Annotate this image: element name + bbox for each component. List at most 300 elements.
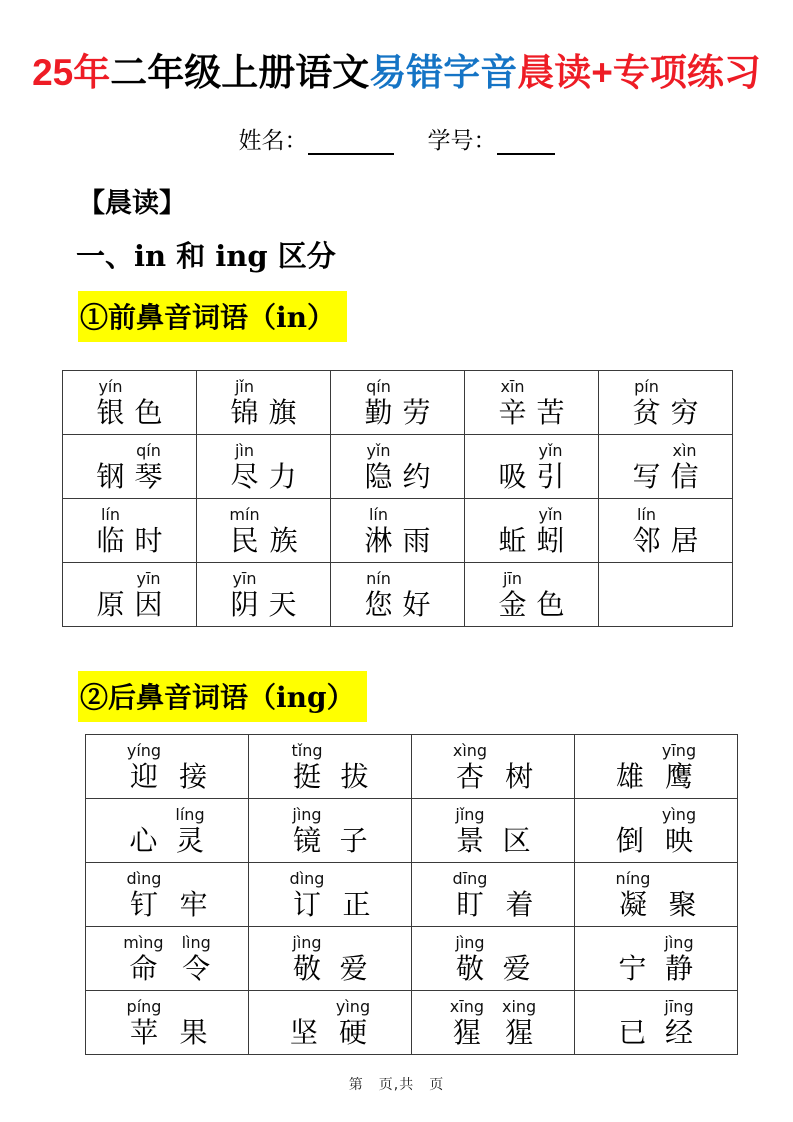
pinyin-label: yìng [661,804,697,824]
char-with-pinyin [616,741,644,793]
subheading-back-nasal: ②后鼻音词语（ing） [78,671,367,722]
table-row [86,735,738,799]
hanzi-character: 金 [498,587,527,621]
pinyin-label: jìng [292,932,322,952]
pinyin-label: yīn [136,568,161,588]
word-cell [63,563,197,627]
pinyin-label: lín [368,504,388,524]
pinyin-label: yín [98,376,123,396]
char-with-pinyin [537,441,565,493]
hanzi-character: 接 [179,759,208,793]
pinyin-label: jìng [664,932,694,952]
pinyin-label: qín [136,440,161,460]
char-with-pinyin [498,377,526,429]
table-row [86,799,738,863]
hanzi-character: 辛 [498,395,527,429]
hanzi-character: 鹰 [664,759,693,793]
hanzi-character: 钉 [129,887,158,921]
char-with-pinyin [230,441,258,493]
pinyin-label: xìng [452,740,488,760]
word-cell [331,563,465,627]
pinyin-label [340,933,368,952]
pinyin-label: jīng [664,996,694,1016]
word-cell [412,735,575,799]
hanzi-character: 子 [339,823,368,857]
hanzi-character: 天 [268,587,297,621]
pinyin-label [135,377,163,396]
char-with-pinyin [340,933,368,985]
pinyin-label: xing [502,996,537,1016]
char-with-pinyin [179,869,207,921]
student-id-blank [497,129,555,155]
table-back-nasal-words [85,734,738,1055]
word-cell [575,863,738,927]
hanzi-character: 蚯 [498,523,527,557]
hanzi-character: 引 [536,459,565,493]
pinyin-label: nín [366,568,391,588]
char-with-pinyin [450,997,484,1049]
char-with-pinyin [502,997,536,1049]
pinyin-label [340,805,368,824]
student-id-label: 学号： [427,128,497,154]
char-with-pinyin [403,377,431,429]
hanzi-character: 临 [96,523,125,557]
char-with-pinyin [135,569,163,621]
hanzi-character: 倒 [615,823,644,857]
word-cell [197,371,331,435]
pinyin-label: yíng [126,740,162,760]
char-with-pinyin [127,997,162,1049]
char-with-pinyin [537,569,565,621]
char-with-pinyin [503,933,531,985]
pinyin-label: xìn [672,440,697,460]
hanzi-character: 心 [129,823,158,857]
pinyin-label [537,569,565,588]
pinyin-label [270,505,298,524]
char-with-pinyin [616,805,644,857]
pinyin-label: yǐn [538,440,563,460]
pinyin-label: xīng [449,996,484,1016]
char-with-pinyin [671,441,699,493]
title-segment: 25年 [32,52,111,93]
hanzi-character: 钢 [96,459,125,493]
hanzi-character: 拔 [340,759,369,793]
pinyin-label [616,805,644,824]
pinyin-label: jìn [234,440,254,460]
pinyin-label [671,377,699,396]
pinyin-label: yǐn [538,504,563,524]
hanzi-character: 您 [364,587,393,621]
char-with-pinyin [96,569,124,621]
char-with-pinyin [290,997,318,1049]
word-cell [575,799,738,863]
pinyin-label [403,505,431,524]
word-cell [86,991,249,1055]
pinyin-label [537,377,565,396]
hanzi-character: 写 [632,459,661,493]
hanzi-character: 牢 [179,887,208,921]
word-cell [331,499,465,563]
char-with-pinyin [342,869,370,921]
word-cell [599,371,733,435]
char-with-pinyin [662,741,696,793]
word-cell [86,735,249,799]
hanzi-character: 区 [502,823,531,857]
name-blank [308,129,394,155]
heading-in-vs-ing: 一、in 和 ing 区分 [76,239,336,273]
hanzi-character: 宁 [618,951,647,985]
char-with-pinyin [364,441,392,493]
hanzi-character: 猩 [452,1015,481,1049]
hanzi-character: 映 [664,823,693,857]
hanzi-character: 力 [268,459,297,493]
hanzi-character: 信 [670,459,699,493]
word-cell [575,991,738,1055]
pinyin-label [668,869,696,888]
hanzi-character: 隐 [364,459,393,493]
hanzi-character: 硬 [338,1015,367,1049]
hanzi-character: 已 [618,1015,647,1049]
char-with-pinyin [291,741,322,793]
pinyin-label: jìng [292,804,322,824]
word-cell [63,435,197,499]
word-cell [249,799,412,863]
table-front-nasal-words [62,370,733,627]
word-cell [599,435,733,499]
hanzi-character: 猩 [505,1015,534,1049]
page-footer: 第 页,共 页 [348,1077,445,1093]
word-cell [249,927,412,991]
hanzi-character: 尽 [230,459,259,493]
word-cell [86,863,249,927]
table-row [86,863,738,927]
hanzi-character: 勤 [364,395,393,429]
word-cell [86,927,249,991]
char-with-pinyin [537,505,565,557]
char-with-pinyin [632,505,660,557]
pinyin-label [505,741,533,760]
pinyin-label [96,569,124,588]
pinyin-label [618,933,646,952]
page-title [30,50,763,96]
char-with-pinyin [96,441,124,493]
pinyin-label [403,569,431,588]
char-with-pinyin [537,377,565,429]
title-segment: 易错字音 [369,52,518,93]
hanzi-character: 敬 [292,951,321,985]
word-cell [465,563,599,627]
pinyin-label: yǐn [366,440,391,460]
pinyin-label [96,441,124,460]
char-with-pinyin [671,377,699,429]
pinyin-label [498,505,526,524]
char-with-pinyin [498,569,526,621]
char-with-pinyin [336,997,370,1049]
char-with-pinyin [618,933,646,985]
hanzi-character: 令 [182,951,211,985]
hanzi-character: 静 [664,951,693,985]
char-with-pinyin [230,569,258,621]
word-cell [249,991,412,1055]
pinyin-label [403,377,431,396]
char-with-pinyin [664,933,693,985]
pinyin-label: jīn [502,568,522,588]
char-with-pinyin [498,441,526,493]
pinyin-label [503,933,531,952]
char-with-pinyin [270,505,298,557]
word-cell [331,371,465,435]
pinyin-label [671,505,699,524]
pinyin-label: yīng [661,740,697,760]
char-with-pinyin [123,933,163,985]
char-with-pinyin [662,805,696,857]
word-cell [412,927,575,991]
word-cell [412,863,575,927]
word-cell [249,735,412,799]
word-cell [197,563,331,627]
hanzi-character: 敬 [455,951,484,985]
pinyin-label: lín [100,504,120,524]
hanzi-character: 苦 [536,395,565,429]
pinyin-label: mìng [123,932,164,952]
pinyin-label: dīng [452,868,488,888]
table-row [86,927,738,991]
pinyin-label [618,997,646,1016]
hanzi-character: 爱 [339,951,368,985]
hanzi-character: 命 [129,951,158,985]
pinyin-label: líng [175,804,205,824]
hanzi-character: 贫 [632,395,661,429]
word-cell [599,563,733,627]
char-with-pinyin [96,505,124,557]
pinyin-label [498,441,526,460]
pinyin-label [269,441,297,460]
char-with-pinyin [668,869,696,921]
char-with-pinyin [127,741,161,793]
pinyin-label: dìng [126,868,162,888]
word-cell [63,371,197,435]
word-cell [197,435,331,499]
hanzi-character: 迎 [129,759,158,793]
pinyin-label: yìng [335,996,371,1016]
pinyin-label [290,997,318,1016]
name-label: 姓名： [238,128,308,154]
pinyin-label [269,569,297,588]
word-cell [465,435,599,499]
hanzi-character: 淋 [364,523,393,557]
hanzi-character: 约 [402,459,431,493]
hanzi-character: 色 [134,395,163,429]
pinyin-label [129,805,157,824]
char-with-pinyin [269,441,297,493]
char-with-pinyin [179,741,207,793]
pinyin-label [403,441,431,460]
pinyin-label: lín [636,504,656,524]
hanzi-character: 穷 [670,395,699,429]
char-with-pinyin [455,805,484,857]
hanzi-character: 邻 [632,523,661,557]
pinyin-label: níng [615,868,651,888]
hanzi-character: 琴 [134,459,163,493]
pinyin-label [505,869,533,888]
char-with-pinyin [618,997,646,1049]
hanzi-character: 雨 [402,523,431,557]
hanzi-character: 镜 [292,823,321,857]
title-segment: 二年级上册语文 [110,52,370,93]
char-with-pinyin [269,377,297,429]
word-cell [63,499,197,563]
hanzi-character: 时 [134,523,163,557]
pinyin-label [269,377,297,396]
char-with-pinyin [135,441,163,493]
char-with-pinyin [403,441,431,493]
subheading-front-nasal: ①前鼻音词语（in） [78,291,347,342]
char-with-pinyin [182,933,211,985]
hanzi-character: 盯 [455,887,484,921]
char-with-pinyin [179,997,207,1049]
hanzi-character: 居 [670,523,699,557]
table-row [63,499,733,563]
hanzi-character: 凝 [618,887,647,921]
pinyin-label: pín [634,376,659,396]
pinyin-label [342,869,370,888]
hanzi-character: 经 [664,1015,693,1049]
char-with-pinyin [453,741,487,793]
hanzi-character: 正 [342,887,371,921]
pinyin-label [341,741,369,760]
word-cell [331,435,465,499]
char-with-pinyin [341,741,369,793]
word-cell [599,499,733,563]
hanzi-character: 苹 [129,1015,158,1049]
hanzi-character: 因 [134,587,163,621]
hanzi-character: 爱 [502,951,531,985]
char-with-pinyin [129,805,157,857]
table-row [63,435,733,499]
table-row [86,991,738,1055]
hanzi-character: 族 [269,523,298,557]
word-cell [575,927,738,991]
hanzi-character: 坚 [289,1015,318,1049]
hanzi-character: 色 [536,587,565,621]
pinyin-label: lìng [181,932,211,952]
char-with-pinyin [230,377,258,429]
pinyin-label [616,741,644,760]
hanzi-character: 树 [505,759,534,793]
char-with-pinyin [96,377,124,429]
pinyin-label: jìng [455,932,485,952]
hanzi-character: 聚 [668,887,697,921]
name-line [0,122,793,155]
pinyin-label [179,997,207,1016]
char-with-pinyin [616,869,651,921]
char-with-pinyin [135,505,163,557]
char-with-pinyin [664,997,693,1049]
title-segment: 晨读+专项练习 [517,52,761,93]
word-cell [412,799,575,863]
word-cell [197,499,331,563]
char-with-pinyin [403,505,431,557]
char-with-pinyin [175,805,204,857]
pinyin-label [179,869,207,888]
table-row [63,563,733,627]
char-with-pinyin [671,505,699,557]
pinyin-label [503,805,531,824]
hanzi-character: 订 [292,887,321,921]
char-with-pinyin [290,869,325,921]
pinyin-label: xīn [500,376,525,396]
section-morning-reading: 【晨读】 [78,188,186,219]
char-with-pinyin [505,869,533,921]
char-with-pinyin [403,569,431,621]
char-with-pinyin [498,505,526,557]
hanzi-character: 蚓 [536,523,565,557]
char-with-pinyin [364,377,392,429]
word-cell [465,371,599,435]
word-cell [86,799,249,863]
hanzi-character: 雄 [615,759,644,793]
hanzi-character: 旗 [268,395,297,429]
char-with-pinyin [229,505,259,557]
char-with-pinyin [453,869,488,921]
pinyin-label [135,505,163,524]
hanzi-character: 着 [505,887,534,921]
char-with-pinyin [135,377,163,429]
char-with-pinyin [455,933,484,985]
hanzi-character: 果 [179,1015,208,1049]
char-with-pinyin [632,377,660,429]
word-cell [249,863,412,927]
hanzi-character: 锦 [230,395,259,429]
table-row [63,371,733,435]
pinyin-label: mín [229,504,260,524]
pinyin-label: tǐng [291,740,323,760]
char-with-pinyin [127,869,162,921]
pinyin-label [179,741,207,760]
pinyin-label: píng [126,996,162,1016]
hanzi-character: 灵 [175,823,204,857]
hanzi-character: 原 [96,587,125,621]
pinyin-label: jǐng [455,804,485,824]
char-with-pinyin [292,805,321,857]
word-cell [575,735,738,799]
hanzi-character: 阴 [230,587,259,621]
hanzi-character: 民 [230,523,259,557]
hanzi-character: 景 [455,823,484,857]
char-with-pinyin [505,741,533,793]
char-with-pinyin [503,805,531,857]
word-cell [412,991,575,1055]
pinyin-label [632,441,660,460]
hanzi-character: 好 [402,587,431,621]
hanzi-character: 挺 [292,759,321,793]
pinyin-label: yīn [232,568,257,588]
char-with-pinyin [292,933,321,985]
char-with-pinyin [632,441,660,493]
char-with-pinyin [269,569,297,621]
pinyin-label: qín [366,376,391,396]
char-with-pinyin [340,805,368,857]
word-cell [465,499,599,563]
hanzi-character: 杏 [455,759,484,793]
char-with-pinyin [364,569,392,621]
hanzi-character: 劳 [402,395,431,429]
char-with-pinyin [364,505,392,557]
hanzi-character: 银 [96,395,125,429]
hanzi-character: 吸 [498,459,527,493]
pinyin-label: jǐn [234,376,254,396]
pinyin-label: dìng [289,868,325,888]
